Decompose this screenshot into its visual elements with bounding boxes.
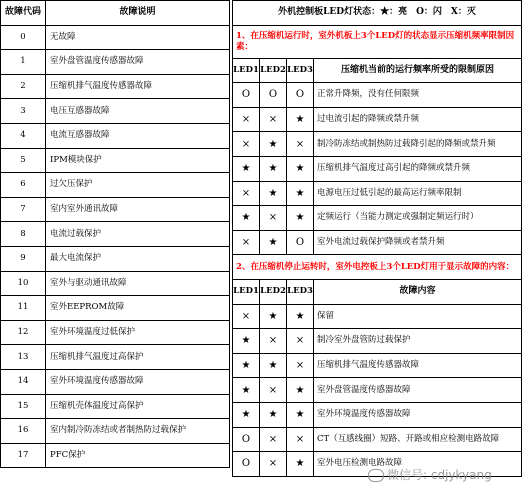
- fault-code: 3: [1, 99, 46, 124]
- limit-reason-led2-state: O: [260, 83, 287, 108]
- limit-reason-led3-state: ★: [287, 206, 314, 231]
- limit-reason-led2-state: ★: [260, 181, 287, 206]
- led-legend-row: [233, 1, 522, 26]
- fault-row: [1, 74, 230, 99]
- limit-reason-row: [233, 132, 522, 157]
- fault-content-description: 室外环境温度传感器故障: [314, 402, 522, 427]
- limit-reason-description: 定频运行（当能力测定或强制定频运行时）: [314, 206, 522, 231]
- fault-row: [1, 197, 230, 222]
- fault-code: 2: [1, 74, 46, 99]
- fault-description: 室内制冷防冻结或者制热防过载保护: [46, 419, 230, 444]
- fault-content-description: 室外电压检测电路故障: [314, 452, 522, 477]
- fault-row: [1, 50, 230, 75]
- fault-description: 无故障: [46, 25, 230, 50]
- fault-content-led3-state: ★: [287, 304, 314, 329]
- fault-code: 17: [1, 443, 46, 468]
- fault-row: [1, 419, 230, 444]
- fault-code: 13: [1, 345, 46, 370]
- limit-reason-led3-state: ★: [287, 107, 314, 132]
- fault-row: [1, 369, 230, 394]
- fault-content-led2-state: ★: [260, 402, 287, 427]
- section2-header-row: [233, 279, 522, 304]
- limit-reason-led2-state: ×: [260, 107, 287, 132]
- fault-content-led3-state: ★: [287, 378, 314, 403]
- fault-content-led3-state: ×: [287, 329, 314, 354]
- header-fault-code: 故障代码: [1, 1, 46, 26]
- limit-reason-led3-state: ×: [287, 132, 314, 157]
- fault-content-row: [233, 402, 522, 427]
- section2-note-row: [233, 255, 522, 280]
- fault-description: PFC保护: [46, 443, 230, 468]
- section1-note: 1、在压缩机运行时，室外机板上3个LED灯的状态显示压缩机频率限制因素：: [233, 25, 522, 58]
- limit-reason-row: [233, 156, 522, 181]
- fault-code: 12: [1, 320, 46, 345]
- limit-reason-led1-state: O: [233, 83, 260, 108]
- fault-code: 4: [1, 123, 46, 148]
- fault-content-led1-state: ★: [233, 402, 260, 427]
- fault-code: 5: [1, 148, 46, 173]
- watermark-text: 微信号: cdjykyang: [387, 468, 492, 482]
- fault-code: 6: [1, 173, 46, 198]
- section2-led1-header: LED1: [233, 279, 260, 304]
- fault-content-led2-state: ×: [260, 378, 287, 403]
- fault-code: 16: [1, 419, 46, 444]
- header-fault-desc: 故障说明: [46, 1, 230, 26]
- section2-note: 2、在压缩机停止运转时，室外电控板上3个LED灯用于显示故障的内容：: [233, 255, 522, 280]
- limit-reason-led2-state: ★: [260, 230, 287, 255]
- fault-content-led1-state: ×: [233, 304, 260, 329]
- fault-description: 压缩机排气温度传感器故障: [46, 74, 230, 99]
- fault-content-row: [233, 427, 522, 452]
- limit-reason-led3-state: O: [287, 83, 314, 108]
- fault-description: 最大电流保护: [46, 246, 230, 271]
- fault-row: [1, 271, 230, 296]
- fault-row: [1, 173, 230, 198]
- fault-content-description: 保留: [314, 304, 522, 329]
- fault-row: [1, 296, 230, 321]
- fault-row: [1, 99, 230, 124]
- fault-table-header: [1, 1, 230, 26]
- fault-description: 室外EEPROM故障: [46, 296, 230, 321]
- limit-reason-led3-state: ★: [287, 181, 314, 206]
- fault-description: 压缩机排气温度过高保护: [46, 345, 230, 370]
- fault-content-led3-state: ★: [287, 402, 314, 427]
- limit-reason-row: [233, 107, 522, 132]
- section1-led2-header: LED2: [260, 58, 287, 83]
- fault-code-table: [0, 0, 230, 468]
- limit-reason-led1-state: ★: [233, 206, 260, 231]
- limit-reason-description: 压缩机排气温度过高引起的降频或禁升频: [314, 156, 522, 181]
- fault-content-led1-state: ★: [233, 329, 260, 354]
- fault-code: 10: [1, 271, 46, 296]
- wechat-icon: [368, 469, 384, 482]
- fault-row: [1, 443, 230, 468]
- fault-code: 9: [1, 246, 46, 271]
- fault-description: 室内室外通讯故障: [46, 197, 230, 222]
- limit-reason-description: 正常升降频，没有任何限频: [314, 83, 522, 108]
- limit-reason-led2-state: ★: [260, 156, 287, 181]
- fault-description: 室外环境温度过低保护: [46, 320, 230, 345]
- fault-content-led1-state: ★: [233, 378, 260, 403]
- fault-content-description: 室外盘管温度传感器故障: [314, 378, 522, 403]
- fault-content-row: [233, 353, 522, 378]
- limit-reason-led1-state: ×: [233, 230, 260, 255]
- fault-content-led2-state: ★: [260, 353, 287, 378]
- fault-content-description: 压缩机排气温度传感器故障: [314, 353, 522, 378]
- limit-reason-led3-state: ★: [287, 156, 314, 181]
- section1-led3-header: LED3: [287, 58, 314, 83]
- limit-reason-description: 制冷防冻结或制热防过载降引起的降频或禁升频: [314, 132, 522, 157]
- fault-content-description: 制冷室外盘管防过载保护: [314, 329, 522, 354]
- fault-row: [1, 320, 230, 345]
- limit-reason-description: 过电流引起的降频或禁升频: [314, 107, 522, 132]
- fault-description: 电流互感器故障: [46, 123, 230, 148]
- limit-reason-row: [233, 181, 522, 206]
- limit-reason-row: [233, 206, 522, 231]
- fault-code: 1: [1, 50, 46, 75]
- fault-content-row: [233, 329, 522, 354]
- fault-content-led2-state: ×: [260, 452, 287, 477]
- limit-reason-led1-state: ×: [233, 107, 260, 132]
- fault-code: 11: [1, 296, 46, 321]
- fault-content-led2-state: ★: [260, 304, 287, 329]
- fault-code: 0: [1, 25, 46, 50]
- section1-desc-header: 压缩机当前的运行频率所受的限制原因: [314, 58, 522, 83]
- fault-row: [1, 394, 230, 419]
- fault-row: [1, 123, 230, 148]
- fault-content-description: CT（互感线圈）短路、开路或相应检测电路故障: [314, 427, 522, 452]
- fault-row: [1, 25, 230, 50]
- fault-code: 14: [1, 369, 46, 394]
- limit-reason-row: [233, 230, 522, 255]
- fault-content-led3-state: ×: [287, 353, 314, 378]
- fault-row: [1, 345, 230, 370]
- fault-content-led3-state: ×: [287, 427, 314, 452]
- limit-reason-row: [233, 83, 522, 108]
- led-legend-title: 外机控制板LED灯状态：★：亮 O：闪 X：灭: [233, 1, 522, 26]
- fault-code: 7: [1, 197, 46, 222]
- section1-header-row: [233, 58, 522, 83]
- fault-row: [1, 148, 230, 173]
- wechat-watermark: [368, 466, 492, 483]
- limit-reason-led3-state: O: [287, 230, 314, 255]
- fault-content-row: [233, 378, 522, 403]
- fault-content-led2-state: ×: [260, 427, 287, 452]
- fault-content-led3-state: ★: [287, 452, 314, 477]
- section2-led2-header: LED2: [260, 279, 287, 304]
- fault-content-led1-state: O: [233, 427, 260, 452]
- fault-content-led1-state: ★: [233, 353, 260, 378]
- fault-content-led1-state: O: [233, 452, 260, 477]
- led-status-table: [232, 0, 522, 477]
- limit-reason-led1-state: ×: [233, 181, 260, 206]
- limit-reason-description: 室外电流过载保护降频或者禁升频: [314, 230, 522, 255]
- fault-content-led2-state: ×: [260, 329, 287, 354]
- fault-description: 过欠压保护: [46, 173, 230, 198]
- fault-description: 室外盘管温度传感器故障: [46, 50, 230, 75]
- fault-code: 15: [1, 394, 46, 419]
- section1-note-row: [233, 25, 522, 58]
- limit-reason-led2-state: ×: [260, 206, 287, 231]
- fault-description: IPM模块保护: [46, 148, 230, 173]
- limit-reason-led2-state: ★: [260, 132, 287, 157]
- fault-description: 电流过载保护: [46, 222, 230, 247]
- fault-content-row: [233, 304, 522, 329]
- fault-description: 压缩机壳体温度过高保护: [46, 394, 230, 419]
- fault-description: 室外环境温度传感器故障: [46, 369, 230, 394]
- section1-led1-header: LED1: [233, 58, 260, 83]
- fault-row: [1, 222, 230, 247]
- limit-reason-description: 电源电压过低引起的最高运行频率限制: [314, 181, 522, 206]
- section2-led3-header: LED3: [287, 279, 314, 304]
- limit-reason-led1-state: ×: [233, 132, 260, 157]
- fault-description: 室外与驱动通讯故障: [46, 271, 230, 296]
- section2-desc-header: 故障内容: [314, 279, 522, 304]
- fault-row: [1, 246, 230, 271]
- fault-description: 电压互感器故障: [46, 99, 230, 124]
- fault-code: 8: [1, 222, 46, 247]
- limit-reason-led1-state: ★: [233, 156, 260, 181]
